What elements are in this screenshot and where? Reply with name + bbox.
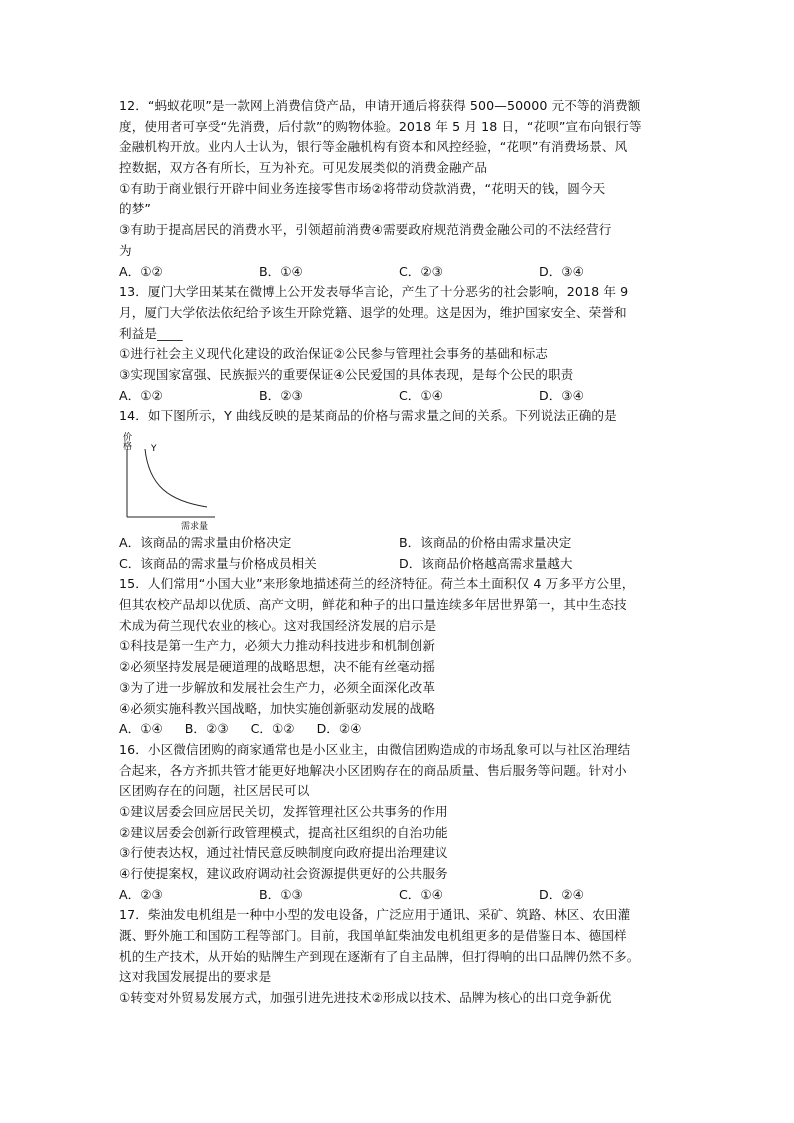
option-c: C．①④ [399, 387, 443, 403]
y-axis-label-top: 价 [123, 433, 133, 443]
question-17 [119, 905, 679, 1008]
statement-line: 的梦” [119, 201, 152, 217]
statement-line: ④必须实施科教兴国战略，加快实施创新驱动发展的战略 [119, 700, 436, 716]
option-b: B．该商品的价格由需求量决定 [399, 535, 572, 550]
question-text-line: 度，使用者可享受“先消费，后付款”的购物体验。2018 年 5 月 18 日，“花呗”宣布向银行等 [119, 118, 642, 134]
statement-line: ④行使提案权，建议政府调动社会资源提供更好的公共服务 [119, 866, 448, 881]
statement-line: ①科技是第一生产力，必须大力推动科技进步和机制创新 [119, 638, 436, 654]
option-a: A．②③ [119, 886, 163, 902]
option-b: B．②③ [184, 721, 229, 737]
answer-options [119, 885, 679, 906]
answer-options-row-2 [119, 554, 679, 575]
option-c: C．该商品的需求量与价格成员相关 [119, 555, 317, 571]
option-b: B．①③ [259, 886, 303, 902]
statement-line: ①进行社会主义现代化建设的政治保证②公民参与管理社会事务的基础和标志 [119, 346, 548, 362]
question-text-line: 17．柴油发电机组是一种中小型的发电设备，广泛应用于通讯、采矿、筑路、林区、农田灌 [119, 907, 631, 923]
question-text-line: 14．如下图所示，Y 曲线反映的是某商品的价格与需求量之间的关系。下列说法正确的是 [119, 408, 617, 424]
question-text-line: 月，厦门大学依法依纪给予该生开除党籍、退学的处理。这是因为，维护国家安全、荣誉和 [119, 304, 627, 320]
answer-options [119, 719, 679, 740]
questions-column [119, 96, 679, 1009]
question-12 [119, 96, 679, 282]
statement-line: ②必须坚持发展是硬道理的战略思想，决不能有丝毫动摇 [119, 659, 436, 675]
statement-line: ①有助于商业银行开辟中间业务连接零售市场②将带动贷款消费，“花明天的钱，圆今天 [119, 180, 606, 196]
question-14 [119, 406, 679, 574]
question-text-line: 15．人们常用“小国大业”来形象地描述荷兰的经济特征。荷兰本土面积仅 4 万多平方公里， [119, 576, 635, 592]
question-16 [119, 740, 679, 906]
statement-line: ③有助于提高居民的消费水平，引领超前消费④需要政府规范消费金融公司的不法经营行 [119, 222, 612, 238]
x-axis-label: 需求量 [181, 522, 209, 531]
answer-options-row-1 [119, 533, 679, 554]
option-c: C．①② [250, 721, 295, 737]
statement-line: ③实现国家富强、民族振兴的重要保证④公民爱国的具体表现，是每个公民的职责 [119, 366, 574, 382]
question-text-line: 金融机构开放。业内人士认为，银行等金融机构有资本和风控经验，“花呗”有消费场景、风 [119, 139, 628, 155]
curve-label: Y [151, 444, 157, 454]
question-text-line: 机的生产技术，从开始的贴牌生产到现在逐渐有了自主品牌，但打得响的出口品牌仍然不多。 [119, 948, 640, 964]
statement-line: ③为了进一步解放和发展社会生产力，必须全面深化改革 [119, 679, 436, 695]
option-a: A．①② [119, 387, 163, 403]
statement-line: ①转变对外贸易发展方式，加强引进先进技术②形成以技术、品牌为核心的出口竞争新优 [119, 990, 612, 1006]
statement-line: ①建议居委会回应居民关切，发挥管理社区公共事务的作用 [119, 803, 448, 819]
option-d: D．②④ [316, 721, 362, 737]
statement-line: 为 [119, 242, 132, 258]
question-text-line: 12．“蚂蚁花呗”是一款网上消费信贷产品，申请开通后将获得 500—50000 元不等的消费额 [119, 98, 641, 113]
option-c: C．①④ [399, 886, 443, 902]
demand-curve-y [145, 449, 207, 507]
option-a: A．①④ [119, 721, 163, 737]
question-text-line: 合起来，各方齐抓共管才能更好地解决小区团购存在的商品质量、售后服务等问题。针对小 [119, 762, 627, 778]
question-15 [119, 574, 679, 740]
option-b: B．②③ [259, 387, 303, 403]
option-d: D．③④ [539, 263, 584, 279]
question-text-line: 术成为荷兰现代农业的核心。这对我国经济发展的启示是 [119, 617, 437, 633]
y-axis-label-bottom: 格 [123, 442, 133, 452]
answer-options [119, 262, 679, 283]
statement-line: ③行使表达权，通过社情民意反映制度向政府提出治理建议 [119, 845, 448, 861]
question-text-line: 溉、野外施工和国防工程等部门。目前，我国单缸柴油发电机组更多的是借鉴日本、德国样 [119, 928, 627, 944]
question-text-line: 控数据，双方各有所长，互为补充。可见发展类似的消费金融产品 [119, 160, 488, 176]
demand-curve-graph [119, 431, 229, 531]
option-d: D．该商品价格越高需求量越大 [399, 555, 573, 571]
option-c: C．②③ [399, 263, 443, 279]
question-text-line: 16．小区微信团购的商家通常也是小区业主，由微信团购造成的市场乱象可以与社区治理结 [119, 741, 631, 757]
option-d: D．③④ [539, 387, 584, 403]
option-a: A．该商品的需求量由价格决定 [119, 535, 292, 550]
demand-curve-figure [119, 431, 679, 531]
question-text-line: 这对我国发展提出的要求是 [119, 969, 272, 985]
question-13 [119, 282, 679, 406]
option-b: B．①④ [259, 263, 303, 279]
question-text-line: 区团购存在的问题，社区居民可以 [119, 783, 310, 799]
question-text-line: 但其农校产品却以优质、高产文明，鲜花和种子的出口量连续多年居世界第一，其中生态技 [119, 597, 627, 613]
option-a: A．①② [119, 263, 163, 279]
question-text-line: 利益是____ [119, 325, 183, 341]
statement-line: ②建议居委会创新行政管理模式，提高社区组织的自治功能 [119, 824, 448, 840]
option-d: D．②④ [539, 886, 584, 902]
question-text-line: 13．厦门大学田某某在微博上公开发表辱华言论，产生了十分恶劣的社会影响，2018 年 9 [119, 284, 629, 300]
answer-options [119, 386, 679, 407]
